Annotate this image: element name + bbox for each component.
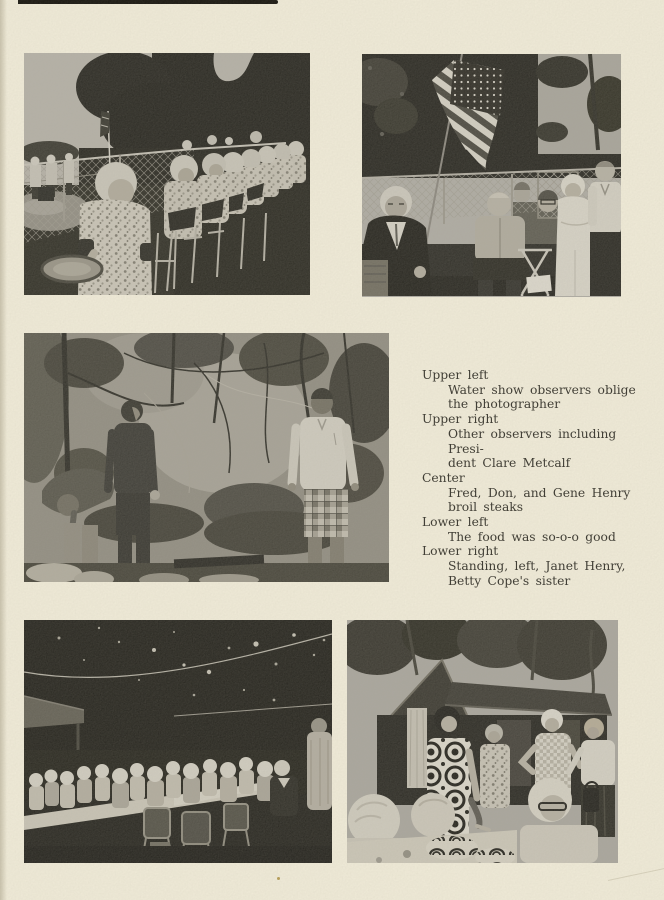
photo-lower-right-illustration	[347, 620, 618, 863]
caption-line: Standing, left, Janet Henry,	[448, 559, 626, 574]
caption-line: broil steaks	[448, 500, 524, 515]
caption-term: Upper left	[422, 368, 489, 382]
caption-line: Other observers including Presi-	[448, 426, 617, 456]
caption-entry	[422, 368, 650, 412]
photo-center	[24, 333, 389, 582]
photo-center-illustration	[24, 333, 389, 582]
caption-entry	[422, 515, 650, 544]
caption-term: Upper right	[422, 412, 499, 427]
scan-edge-strip	[18, 0, 278, 4]
page-left-edge-shadow	[0, 0, 7, 900]
caption-line: The food was so-o-o good	[448, 529, 616, 544]
photo-lower-right	[347, 620, 618, 863]
caption-line: dent Clare Metcalf	[448, 456, 571, 471]
caption-line: Fred, Don, and Gene Henry	[448, 485, 631, 500]
caption-line: the photographer	[448, 397, 561, 412]
photo-upper-left-illustration	[24, 53, 310, 295]
paper-fleck	[277, 877, 280, 880]
page-corner-crease	[608, 867, 664, 881]
caption-entry	[422, 544, 650, 588]
caption-entry	[422, 471, 650, 515]
photo-lower-left-illustration	[24, 620, 332, 863]
photo-upper-right	[362, 54, 621, 297]
caption-term: Lower left	[422, 515, 489, 530]
photo-upper-left	[24, 53, 310, 295]
caption-line: Betty Cope's sister	[448, 573, 571, 588]
caption-term: Lower right	[422, 544, 499, 559]
photo-upper-right-illustration	[362, 54, 621, 297]
photo-lower-left	[24, 620, 332, 863]
caption-line: Water show observers oblige	[448, 382, 636, 397]
caption-entry	[422, 412, 650, 471]
caption-list	[422, 368, 650, 589]
caption-term: Center	[422, 470, 465, 485]
